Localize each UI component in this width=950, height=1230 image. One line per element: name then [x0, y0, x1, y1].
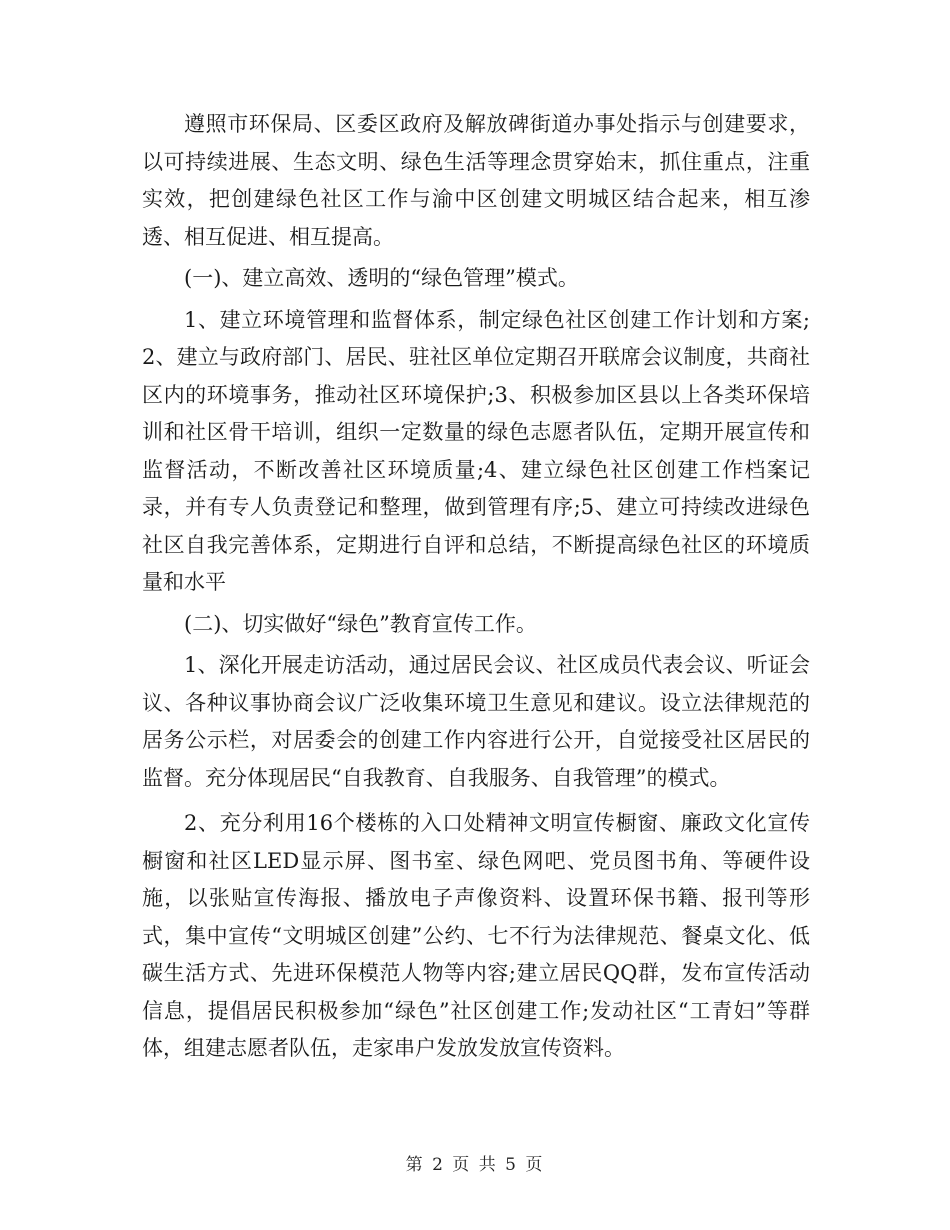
document-body: [142, 106, 810, 1068]
page-number-footer: 第 2 页 共 5 页: [405, 1155, 545, 1175]
section-heading-green-management: (一)、建立高效、透明的“绿色管理”模式。: [184, 266, 579, 290]
education-paragraph-2: 2、充分利用16个楼栋的入口处精神文明宣传橱窗、廉政文化宣传橱窗和社区LED显示屏、图书室、绿色网吧、党员图书角、等硬件设施，以张贴宣传海报、播放电子声像资料、设置环保书籍、报刊等形式，集中宣传“文明城区创建”公约、七不行为法律规范、餐桌文化、低碳生活方式、先进环保模范人物等内容;建立居民QQ群，发布宣传活动信息，提倡居民积极参加“绿色”社区创建工作;发动社区“工青妇”等群体，组建志愿者队伍，走家串户发放发放宣传资料。: [142, 811, 810, 1060]
section-heading-green-education: (二)、切实做好“绿色”教育宣传工作。: [184, 611, 537, 636]
education-paragraph-1: 1、深化开展走访活动，通过居民会议、社区成员代表会议、听证会议、各种议事协商会议广泛收集环境卫生意见和建议。设立法律规范的居务公示栏，对居委会的创建工作内容进行公开，自觉接受社区居民的监督。充分体现居民“自我教育、自我服务、自我管理”的模式。: [142, 653, 810, 790]
intro-paragraph: 遵照市环保局、区委区政府及解放碑街道办事处指示与创建要求，以可持续进展、生态文明、绿色生活等理念贯穿始末，抓住重点，注重实效，把创建绿色社区工作与渝中区创建文明城区结合起来，相互渗透、相互促进、相互提高。: [142, 112, 810, 249]
green-management-paragraph: 1、建立环境管理和监督体系，制定绿色社区创建工作计划和方案;2、建立与政府部门、居民、驻社区单位定期召开联席会议制度，共商社区内的环境事务，推动社区环境保护;3、积极参加区县以上各类环保培训和社区骨干培训，组织一定数量的绿色志愿者队伍，定期开展宣传和监督活动，不断改善社区环境质量;4、建立绿色社区创建工作档案记录，并有专人负责登记和整理，做到管理有序;5、建立可持续改进绿色社区自我完善体系，定期进行自评和总结，不断提高绿色社区的环境质量和水平: [142, 307, 810, 594]
